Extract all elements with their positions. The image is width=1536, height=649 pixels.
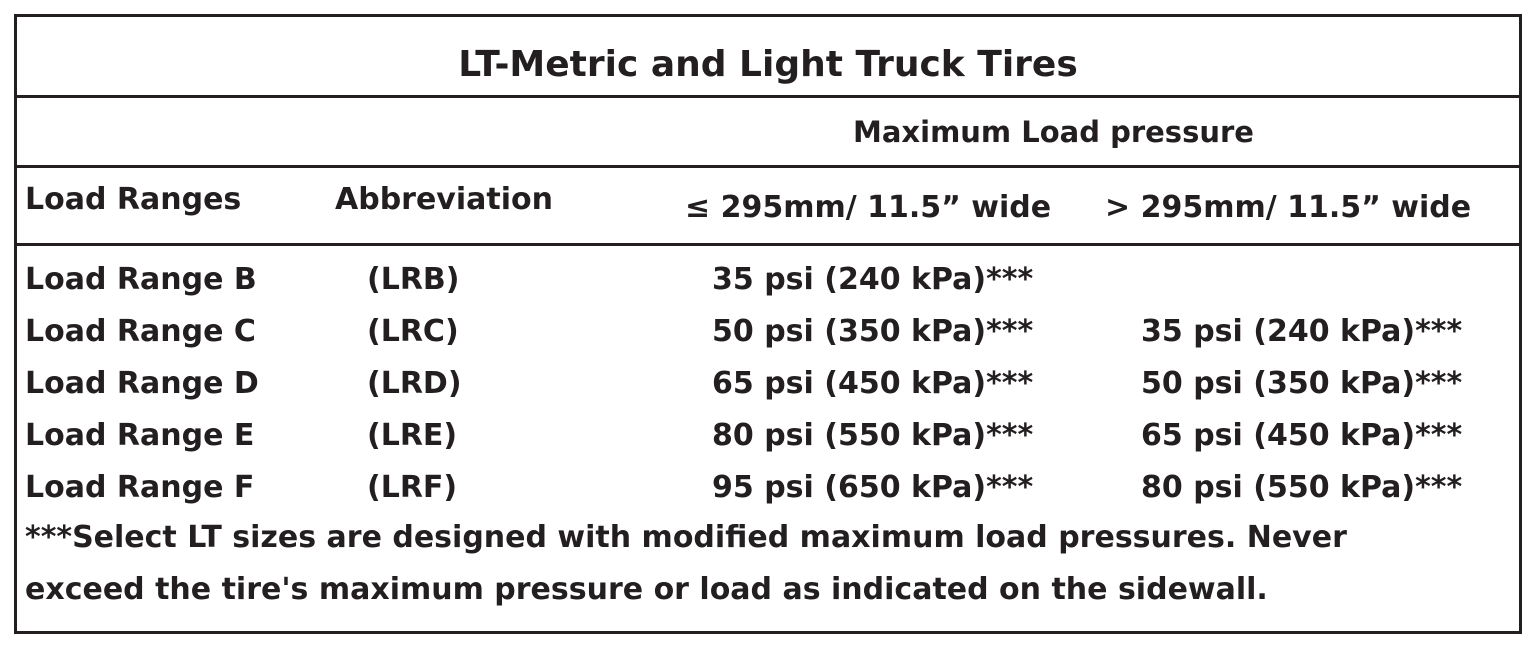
max-load-pressure-header: Maximum Load pressure xyxy=(853,115,1254,149)
row-range-label: Load Range F xyxy=(25,470,255,505)
row-range-label: Load Range B xyxy=(25,262,257,297)
row-range-label: Load Range D xyxy=(25,366,259,401)
row-pressure-wide: 65 psi (450 kPa)*** xyxy=(1141,418,1463,453)
row-pressure-narrow: 65 psi (450 kPa)*** xyxy=(712,366,1034,401)
row-pressure-wide: 50 psi (350 kPa)*** xyxy=(1141,366,1463,401)
row-abbreviation: (LRC) xyxy=(367,314,459,349)
row-range-label: Load Range C xyxy=(25,314,256,349)
row-pressure-wide: 35 psi (240 kPa)*** xyxy=(1141,314,1463,349)
col-header-narrow: ≤ 295mm/ 11.5” wide xyxy=(685,190,1052,225)
divider xyxy=(17,95,1519,98)
col-header-abbreviation: Abbreviation xyxy=(335,182,553,217)
divider xyxy=(17,243,1519,246)
divider xyxy=(17,165,1519,168)
row-abbreviation: (LRF) xyxy=(367,470,458,505)
row-pressure-narrow: 95 psi (650 kPa)*** xyxy=(712,470,1034,505)
row-pressure-wide: 80 psi (550 kPa)*** xyxy=(1141,470,1463,505)
footnote-line-2: exceed the tire's maximum pressure or load as indicated on the sidewall. xyxy=(25,572,1268,607)
row-abbreviation: (LRB) xyxy=(367,262,460,297)
col-header-load-ranges: Load Ranges xyxy=(25,182,242,217)
row-pressure-narrow: 80 psi (550 kPa)*** xyxy=(712,418,1034,453)
row-pressure-narrow: 35 psi (240 kPa)*** xyxy=(712,262,1034,297)
footnote-line-1: ***Select LT sizes are designed with modified maximum load pressures. Never xyxy=(25,520,1347,555)
row-abbreviation: (LRE) xyxy=(367,418,458,453)
row-abbreviation: (LRD) xyxy=(367,366,462,401)
col-header-wide: > 295mm/ 11.5” wide xyxy=(1105,190,1472,225)
table-title: LT-Metric and Light Truck Tires xyxy=(458,44,1078,85)
row-range-label: Load Range E xyxy=(25,418,255,453)
tire-pressure-table xyxy=(14,14,1522,634)
row-pressure-narrow: 50 psi (350 kPa)*** xyxy=(712,314,1034,349)
